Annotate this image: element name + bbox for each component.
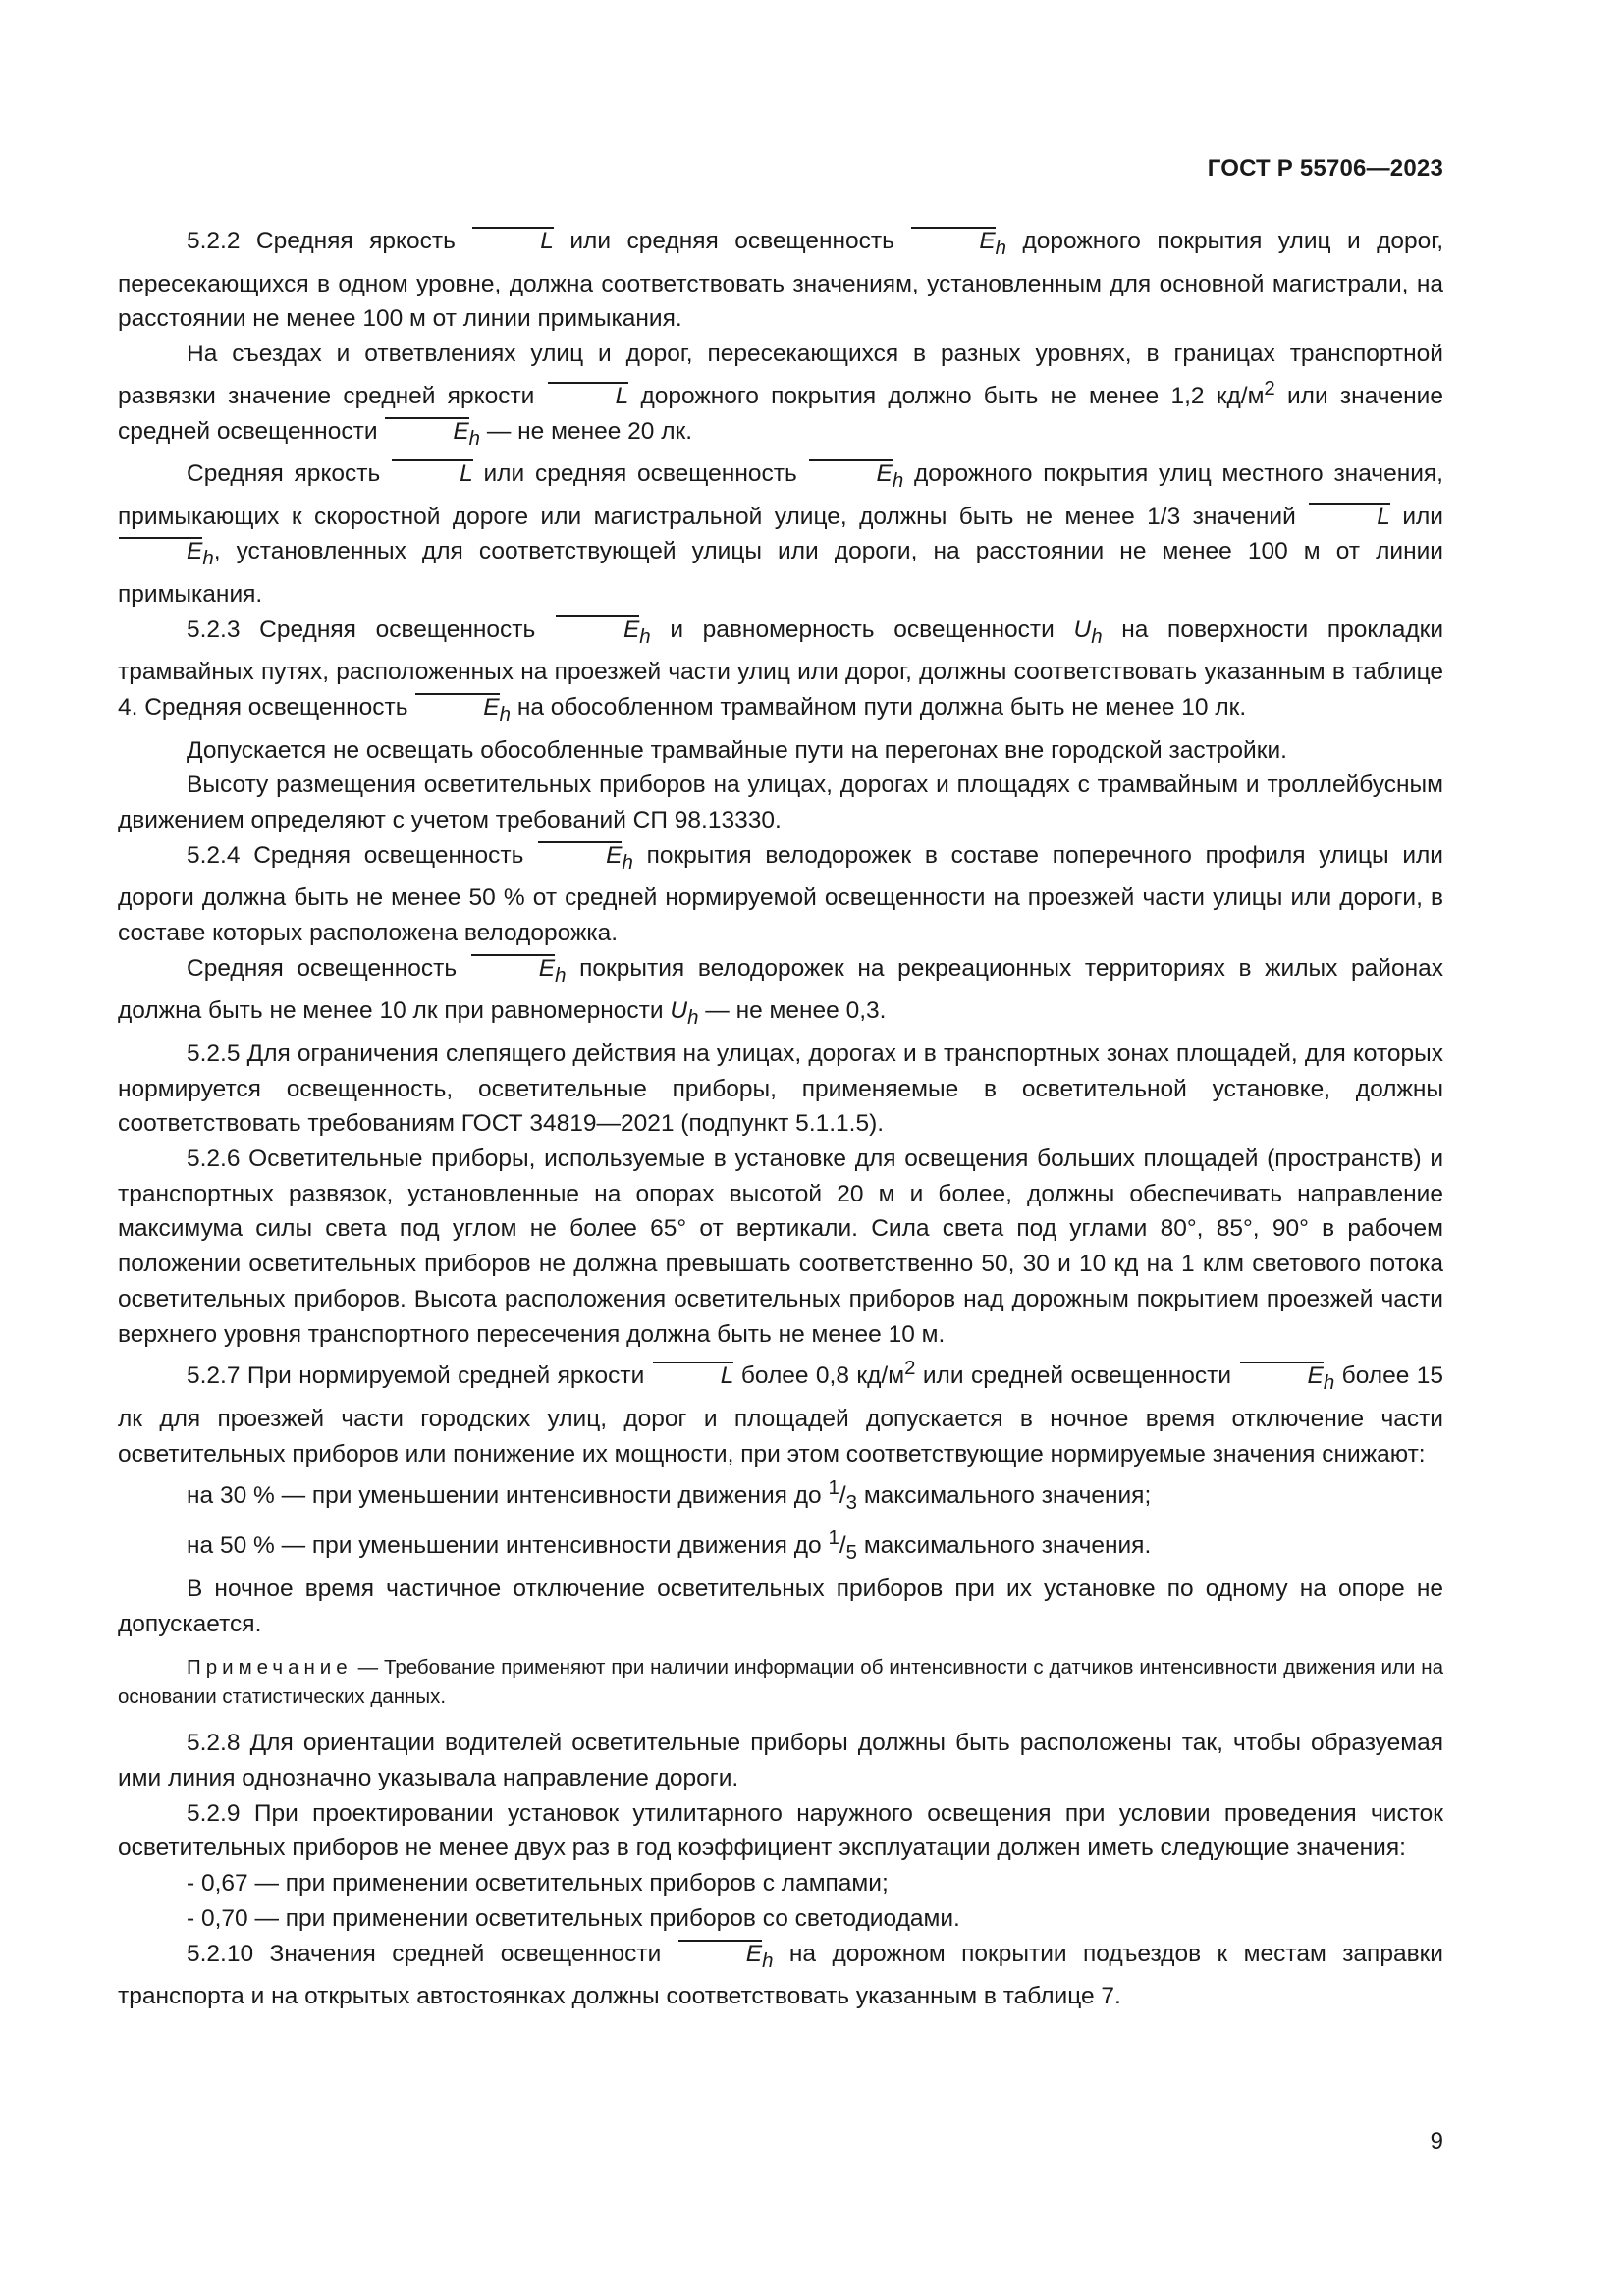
document-body <box>118 224 1443 2014</box>
note-label: Примечание <box>187 1656 352 1680</box>
mean-illuminance-symbol: E <box>555 613 639 648</box>
mean-illuminance-symbol: E <box>537 838 622 874</box>
paragraph-mounting-height: Высоту размещения осветительных приборов на улицах, дорогах и площадях с трамвайным и троллейбусным движением определяют с учетом требований СП 98.13330. <box>118 772 1443 834</box>
paragraph-5-2-10: 5.2.10 Значения средней освещенности $E_h$ на дорожном покрытии подъездов к местам заправки транспорта и на открытых автостоянках должны соответствовать указанным в таблице 7. <box>118 1937 1443 2014</box>
mean-illuminance-symbol: E <box>414 690 499 725</box>
mean-illuminance-symbol: E <box>910 224 995 259</box>
paragraph-tram-tracks: Допускается не освещать обособленные трамвайные пути на перегонах вне городской застройки. <box>187 736 1287 764</box>
mean-illuminance-symbol: E <box>384 414 468 450</box>
page-number: 9 <box>1430 2128 1443 2155</box>
mean-luminance-symbol: L <box>471 224 554 259</box>
mean-luminance-symbol: L <box>391 456 473 492</box>
mean-luminance-symbol: L <box>652 1359 734 1394</box>
mean-illuminance-symbol: E <box>1239 1359 1324 1394</box>
paragraph-bike-paths: Средняя освещенность $E_h$ покрытия велодорожек на рекреационных территориях в жилых районах должна быть не менее 10 лк при равномерности $U_h$ — не менее 0,3. <box>118 951 1443 1037</box>
list-item-30-percent: на 30 % — при уменьшении интенсивности движения до $^1/_3$ максимального значения; <box>187 1477 1152 1515</box>
mean-illuminance-symbol: E <box>470 951 555 987</box>
paragraph-interchanges: На съездах и ответвлениях улиц и дорог, пересекающихся в разных уровнях, в границах транспортной развязки значение средней яркости L дорожного покрытия должно быть не менее 1,2 $кд/м^2$ или значение средней освещенности $E_h$ — не менее 20 лк. <box>118 341 1443 450</box>
paragraph-5-2-5: 5.2.5 Для ограничения слепящего действия на улицах, дорогах и в транспортных зонах площадей, для которых нормируется освещенность, осветительные приборы, применяемые в осветительной установке, должны соответствовать требованиям ГОСТ 34819—2021 (подпункт 5.1.1.5). <box>118 1040 1443 1138</box>
paragraph-5-2-8: 5.2.8 Для ориентации водителей осветительные приборы должны быть расположены так, чтобы образуемая ими линия однозначно указывала направление дороги. <box>118 1730 1443 1792</box>
document-code-header: ГОСТ Р 55706—2023 <box>1207 155 1443 182</box>
paragraph-5-2-4: 5.2.4 Средняя освещенность $E_h$ покрытия велодорожек в составе поперечного профиля улицы или дороги должна быть не менее 50 % от средней нормируемой освещенности на проезжей части улицы или дороги, в составе которых расположена велодорожка. <box>118 838 1443 951</box>
uniformity-symbol: U <box>1073 615 1092 643</box>
paragraph-5-2-7: 5.2.7 При нормируемой средней яркости L более 0,8 $кд/м^2$ или средней освещенности $E_h$ более 15 лк для проезжей части городских улиц, дорог и площадей допускается в ночное время отключение части осветительных приборов или понижение их мощности, при этом соответствующие нормируемые значения снижают: <box>118 1358 1444 1468</box>
paragraph-5-2-9: 5.2.9 При проектировании установок утилитарного наружного освещения при условии проведения чисток осветительных приборов не менее двух раз в год коэффициент эксплуатации должен иметь следующие значения: <box>118 1799 1443 1862</box>
paragraph-5-2-2: 5.2.2 Средняя яркость L или средняя освещенность $E_h$ дорожного покрытия улиц и дорог, пересекающихся в одном уровне, должна соответствовать значениям, установленным для основной магистрали, на расстоянии не менее 100 м от линии примыкания. <box>118 224 1443 337</box>
list-item-leds: - 0,70 — при применении осветительных приборов со светодиодами. <box>187 1904 960 1932</box>
paragraph-5-2-3: 5.2.3 Средняя освещенность $E_h$ и равномерность освещенности $U_h$ на поверхности прокладки трамвайных путях, расположенных на проезжей части улиц или дорог, должны соответствовать указанным в таблице 4. Средняя освещенность $E_h$ на обособленном трамвайном пути должна быть не менее 10 лк. <box>118 613 1443 733</box>
mean-luminance-symbol: L <box>1308 500 1390 535</box>
mean-illuminance-symbol: E <box>808 456 893 492</box>
list-item-lamps: - 0,67 — при применении осветительных приборов с лампами; <box>187 1870 889 1897</box>
note: Примечание — Требование применяют при наличии информации об интенсивности с датчиков интенсивности движения или на основании статистических данных. <box>118 1656 1443 1709</box>
mean-luminance-symbol: L <box>547 379 629 414</box>
paragraph-night-switch-off: В ночное время частичное отключение осветительных приборов при их установке по одному на опоре не допускается. <box>118 1575 1443 1637</box>
list-item-50-percent: на 50 % — при уменьшении интенсивности движения до $^1/_5$ максимального значения. <box>187 1527 1152 1565</box>
paragraph-local-streets: Средняя яркость L или средняя освещенность $E_h$ дорожного покрытия улиц местного значения, примыкающих к скоростной дороге или магистральной улице, должны быть не менее 1/3 значений L или $E_h$, установленных для соответствующей улицы или дороги, на расстоянии не менее 100 м от линии примыкания. <box>118 456 1443 613</box>
paragraph-5-2-6: 5.2.6 Осветительные приборы, используемые в установке для освещения больших площадей (пространств) и транспортных развязок, установленные на опорах высотой 20 м и более, должны обеспечивать направление максимума силы света под углом не более 65° от вертикали. Сила света под углами 80°, 85°, 90° в рабочем положении осветительных приборов не должна превышать соответственно 50, 30 и 10 кд на 1 клм светового потока осветительных приборов. Высота расположения осветительных приборов над дорожным покрытием проезжей части верхнего уровня транспортного пересечения должна быть не менее 10 м. <box>118 1146 1443 1348</box>
mean-illuminance-symbol: E <box>677 1937 762 1972</box>
mean-illuminance-symbol: E <box>118 534 202 569</box>
uniformity-symbol: U <box>670 997 688 1025</box>
